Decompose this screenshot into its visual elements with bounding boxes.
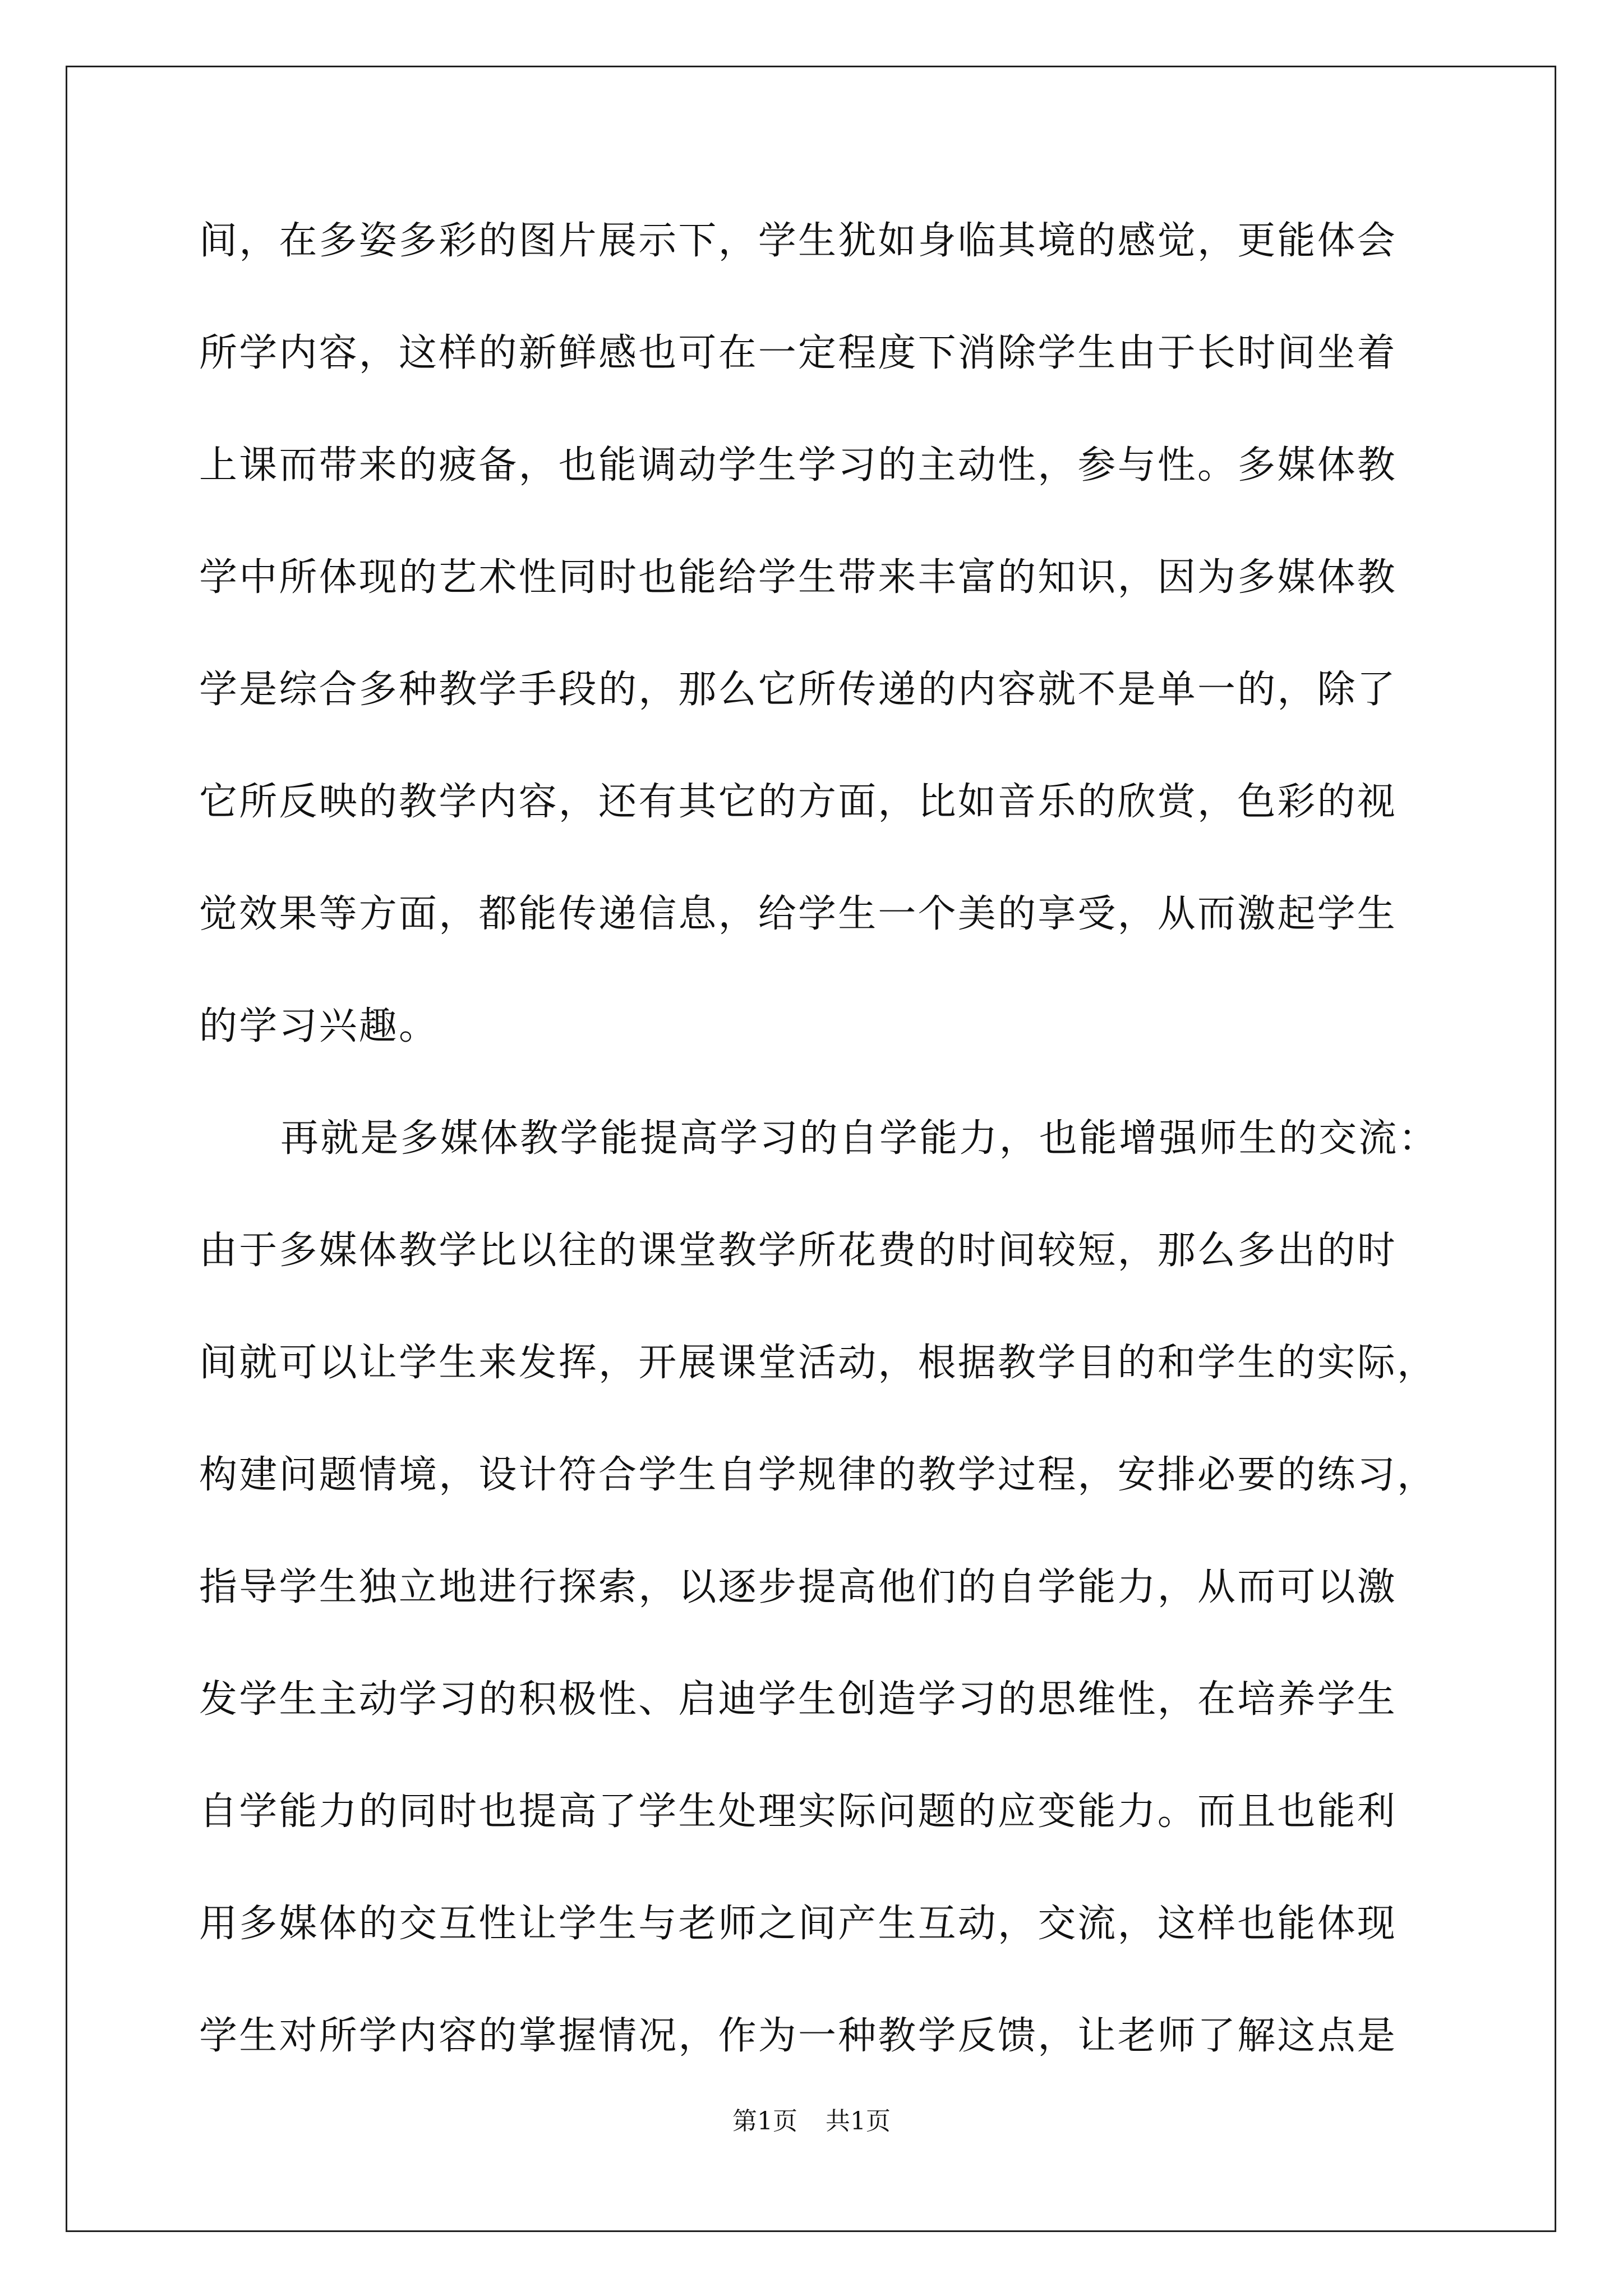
- text-line: 间就可以让学生来发挥，开展课堂活动，根据教学目的和学生的实际，: [199, 1341, 1437, 1385]
- text-line: 学中所体现的艺术性同时也能给学生带来丰富的知识，因为多媒体教: [199, 555, 1398, 600]
- text-line: 学是综合多种教学手段的，那么它所传递的内容就不是单一的，除了: [199, 668, 1398, 712]
- text-line: 由于多媒体教学比以往的课堂教学所花费的时间较短，那么多出的时: [199, 1228, 1398, 1273]
- page-number: 第1页: [732, 2107, 797, 2136]
- text-line: 间，在多姿多彩的图片展示下，学生犹如身临其境的感觉，更能体会: [199, 219, 1398, 263]
- text-line: 上课而带来的疲备，也能调动学生学习的主动性，参与性。多媒体教: [199, 443, 1398, 487]
- text-line: 自学能力的同时也提高了学生处理实际问题的应变能力。而且也能利: [199, 1789, 1398, 1834]
- paragraph-start-line: 再就是多媒体教学能提高学习的自学能力，也能增强师生的交流：: [280, 1116, 1438, 1161]
- text-line: 指导学生独立地进行探索，以逐步提高他们的自学能力，从而可以激: [199, 1565, 1398, 1609]
- text-line: 构建问题情境，设计符合学生自学规律的教学过程，安排必要的练习，: [199, 1453, 1437, 1497]
- document-body: [199, 213, 1438, 2120]
- text-line: 所学内容，这样的新鲜感也可在一定程度下消除学生由于长时间坐着: [199, 331, 1398, 375]
- text-line: 它所反映的教学内容，还有其它的方面，比如音乐的欣赏，色彩的视: [199, 780, 1398, 824]
- text-line: 的学习兴趣。: [199, 1004, 439, 1048]
- text-line: 觉效果等方面，都能传递信息，给学生一个美的享受，从而激起学生: [199, 892, 1398, 936]
- page-footer: [0, 2101, 1623, 2137]
- text-line: 学生对所学内容的掌握情况，作为一种教学反馈，让老师了解这点是: [199, 2014, 1398, 2058]
- page-total: 共1页: [826, 2107, 891, 2136]
- text-line: 发学生主动学习的积极性、启迪学生创造学习的思维性，在培养学生: [199, 1677, 1398, 1722]
- text-line: 用多媒体的交互性让学生与老师之间产生互动，交流，这样也能体现: [199, 1902, 1398, 1946]
